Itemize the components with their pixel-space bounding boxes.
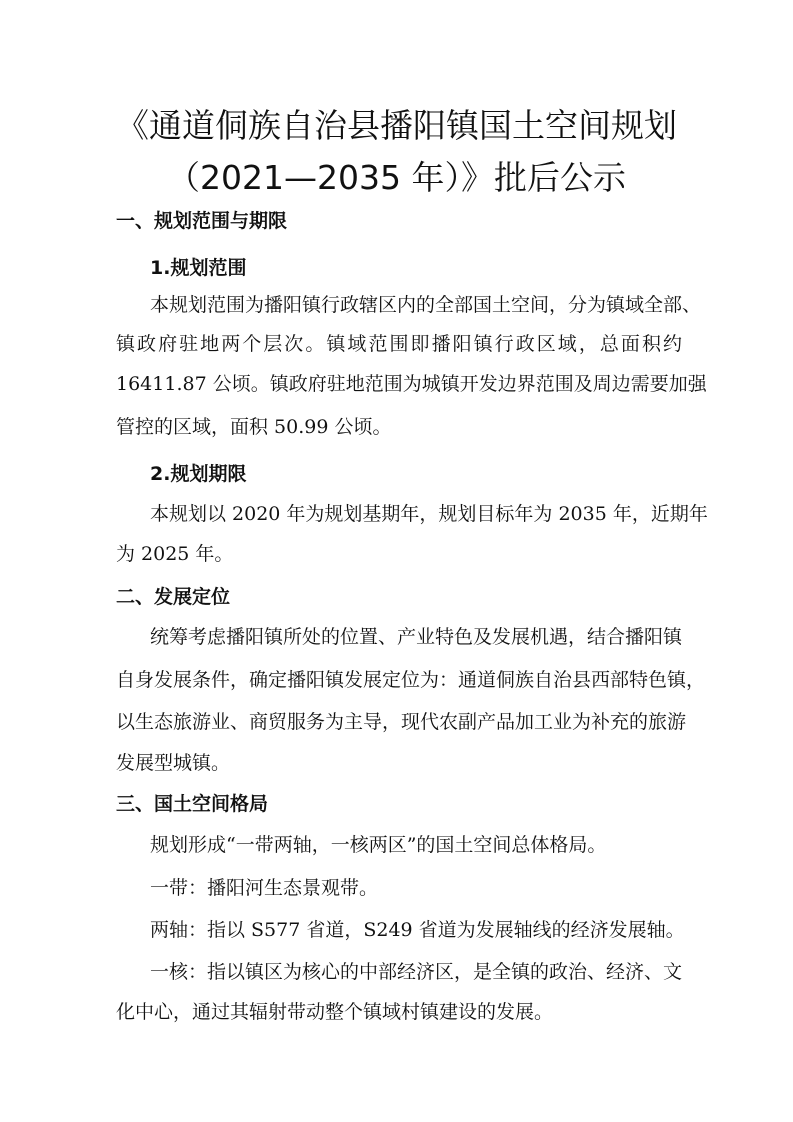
paragraph-line: 自身发展条件，确定播阳镇发展定位为：通道侗族自治县西部特色镇， (116, 669, 706, 691)
section3-heading: 三、国土空间格局 (116, 793, 269, 815)
document-title-line2: （2021—2035 年）》批后公示 (167, 158, 626, 197)
paragraph-line: 以生态旅游业、商贸服务为主导，现代农副产品加工业为补充的旅游 (116, 711, 687, 733)
paragraph-line: 统筹考虑播阳镇所处的位置、产业特色及发展机遇，结合播阳镇 (150, 626, 683, 648)
section1-sub1-heading: 1.规划范围 (150, 257, 247, 279)
paragraph-line: 16411.87 公顷。镇政府驻地范围为城镇开发边界范围及周边需要加强 (116, 373, 707, 395)
paragraph-line: 本规划以 2020 年为规划基期年，规划目标年为 2035 年，近期年 (150, 503, 708, 525)
paragraph-line: 发展型城镇。 (116, 752, 231, 774)
paragraph-line: 一带：播阳河生态景观带。 (150, 877, 379, 899)
paragraph-line: 一核：指以镇区为核心的中部经济区，是全镇的政治、经济、文 (150, 961, 683, 983)
section2-heading: 二、发展定位 (116, 586, 231, 608)
paragraph-line: 规划形成“一带两轴，一核两区”的国土空间总体格局。 (150, 834, 607, 856)
section1-heading: 一、规划范围与期限 (116, 210, 288, 232)
paragraph-line: 两轴：指以 S577 省道，S249 省道为发展轴线的经济发展轴。 (150, 919, 685, 941)
paragraph-line: 管控的区域，面积 50.99 公顷。 (116, 416, 392, 438)
document-title-line1: 《通道侗族自治县播阳镇国土空间规划 (116, 106, 677, 145)
paragraph-line: 本规划范围为播阳镇行政辖区内的全部国土空间，分为镇域全部、 (150, 294, 702, 316)
paragraph-line: 为 2025 年。 (116, 543, 234, 565)
paragraph-line: 镇政府驻地两个层次。镇域范围即播阳镇行政区域，总面积约 (116, 333, 682, 355)
section1-sub2-heading: 2.规划期限 (150, 463, 247, 485)
paragraph-line: 化中心，通过其辐射带动整个镇域村镇建设的发展。 (116, 1001, 554, 1023)
